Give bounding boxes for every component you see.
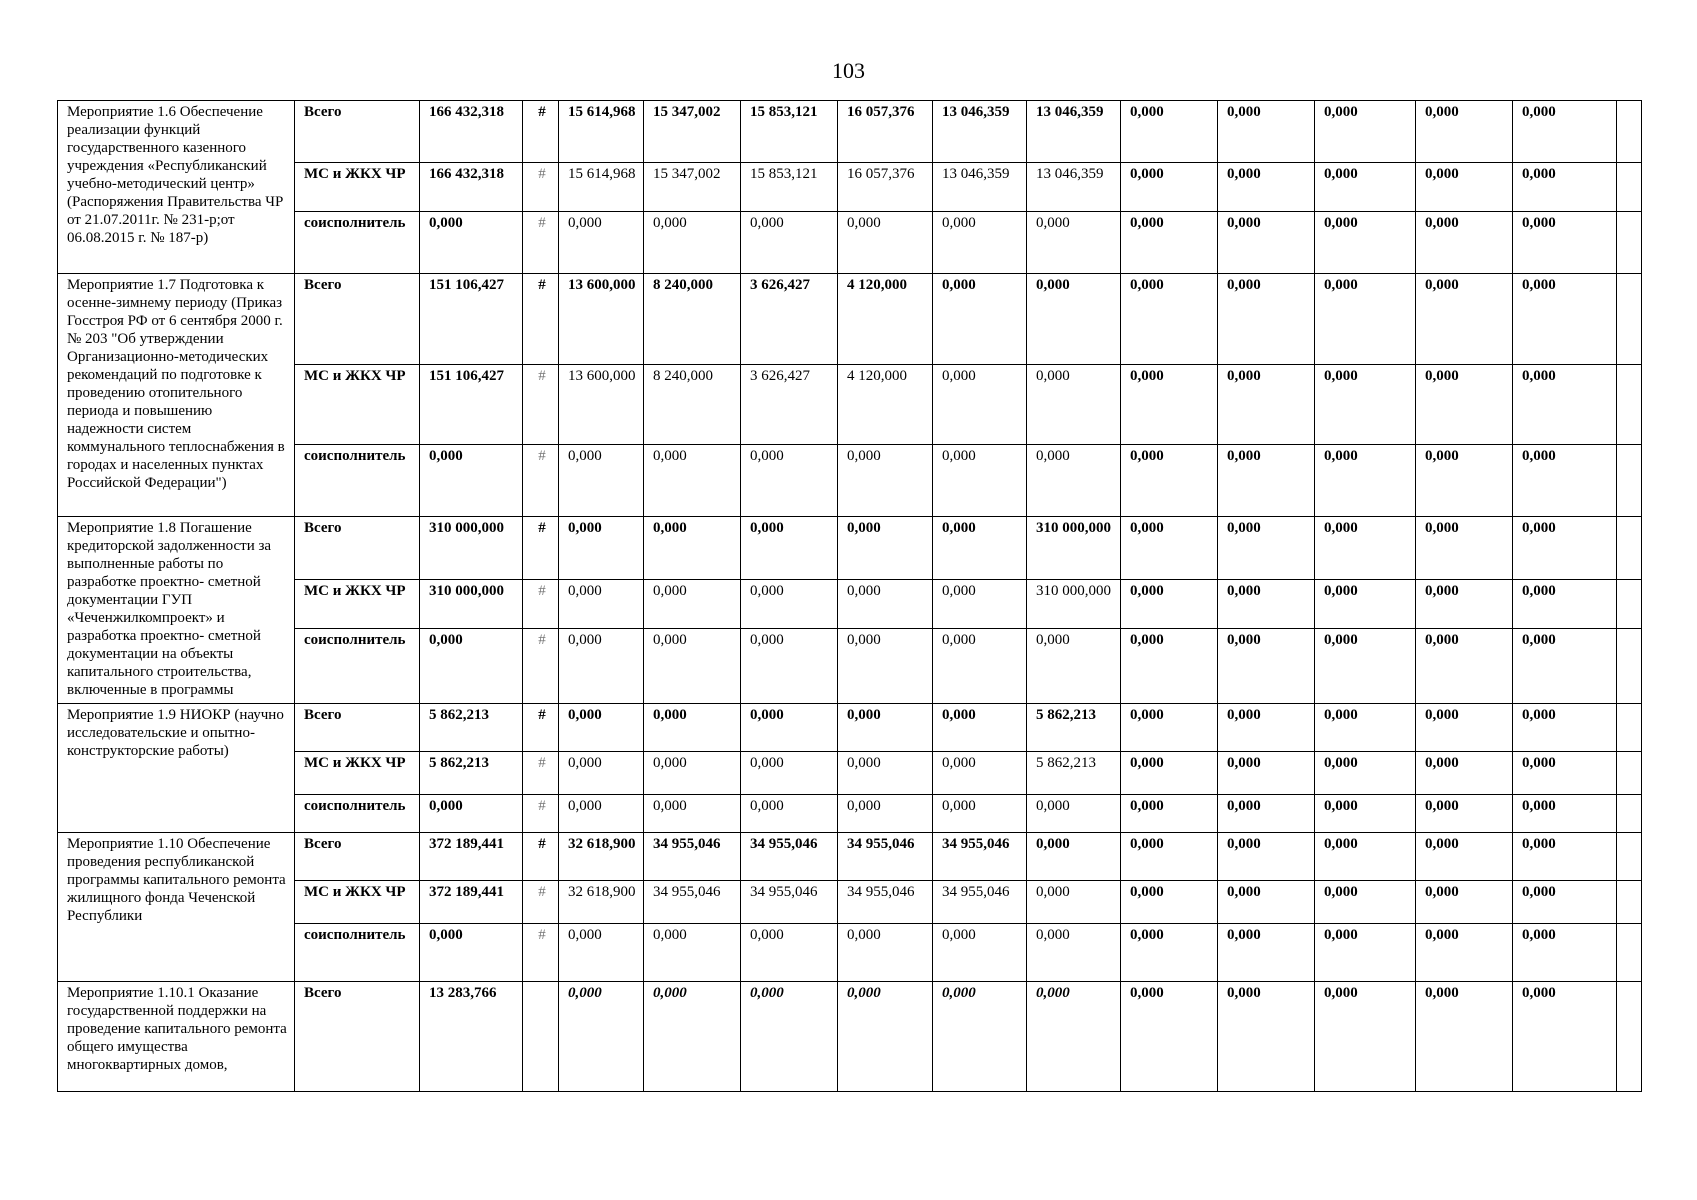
empty-cell [1617, 982, 1642, 1092]
year-value-6: 0,000 [1027, 365, 1121, 445]
year-value-2: 0,000 [644, 445, 741, 517]
hash-cell: # [523, 704, 559, 752]
year-value-2: 0,000 [644, 517, 741, 580]
empty-cell [1617, 629, 1642, 704]
year-value-7: 0,000 [1121, 163, 1218, 212]
hash-cell [523, 982, 559, 1092]
measure-title: Мероприятие 1.9 НИОКР (научно исследовательские и опытно- конструкторские работы) [58, 704, 295, 833]
funding-source-label: Всего [295, 517, 420, 580]
year-value-11: 0,000 [1513, 445, 1617, 517]
year-value-3: 0,000 [741, 752, 838, 795]
year-value-4: 0,000 [838, 924, 933, 982]
year-value-11: 0,000 [1513, 212, 1617, 274]
year-value-6: 13 046,359 [1027, 163, 1121, 212]
year-value-10: 0,000 [1416, 517, 1513, 580]
year-value-5: 0,000 [933, 274, 1027, 365]
total-value: 151 106,427 [420, 365, 523, 445]
year-value-10: 0,000 [1416, 982, 1513, 1092]
measure-title: Мероприятие 1.10.1 Оказание государственной поддержки на проведение капитального ремонта общего имущества многоквартирных домов, [58, 982, 295, 1092]
year-value-5: 0,000 [933, 924, 1027, 982]
year-value-3: 0,000 [741, 924, 838, 982]
year-value-2: 0,000 [644, 982, 741, 1092]
year-value-4: 0,000 [838, 517, 933, 580]
year-value-1: 32 618,900 [559, 833, 644, 881]
year-value-3: 15 853,121 [741, 163, 838, 212]
hash-cell: # [523, 274, 559, 365]
hash-cell: # [523, 752, 559, 795]
measure-title: Мероприятие 1.6 Обеспечение реализации функций государственного казенного учреждения «Республиканский учебно-методический центр» (Распоряжения Правительства ЧР от 21.07.2011г. № 231-р;от 06.08.2015 г. № 187-р) [58, 101, 295, 274]
hash-cell: # [523, 163, 559, 212]
year-value-8: 0,000 [1218, 833, 1315, 881]
year-value-6: 5 862,213 [1027, 704, 1121, 752]
hash-cell: # [523, 881, 559, 924]
year-value-2: 34 955,046 [644, 833, 741, 881]
year-value-10: 0,000 [1416, 833, 1513, 881]
hash-cell: # [523, 517, 559, 580]
total-value: 310 000,000 [420, 517, 523, 580]
year-value-5: 13 046,359 [933, 163, 1027, 212]
measure-title: Мероприятие 1.7 Подготовка к осенне-зимнему периоду (Приказ Госстроя РФ от 6 сентября 2000 г. № 203 "Об утверждении Организационно-методических рекомендаций по подготовке к проведению отопительного периода и повышению надежности систем коммунального теплоснабжения в городах и населенных пунктах Российской Федерации") [58, 274, 295, 517]
year-value-7: 0,000 [1121, 752, 1218, 795]
year-value-10: 0,000 [1416, 212, 1513, 274]
funding-source-label: Всего [295, 274, 420, 365]
year-value-7: 0,000 [1121, 629, 1218, 704]
year-value-10: 0,000 [1416, 795, 1513, 833]
year-value-1: 0,000 [559, 982, 644, 1092]
funding-source-label: МС и ЖКХ ЧР [295, 163, 420, 212]
hash-cell: # [523, 580, 559, 629]
year-value-1: 0,000 [559, 752, 644, 795]
year-value-4: 0,000 [838, 445, 933, 517]
year-value-5: 0,000 [933, 795, 1027, 833]
year-value-8: 0,000 [1218, 365, 1315, 445]
year-value-4: 0,000 [838, 752, 933, 795]
year-value-11: 0,000 [1513, 982, 1617, 1092]
year-value-11: 0,000 [1513, 924, 1617, 982]
hash-cell: # [523, 365, 559, 445]
year-value-5: 0,000 [933, 445, 1027, 517]
year-value-4: 4 120,000 [838, 274, 933, 365]
year-value-4: 0,000 [838, 212, 933, 274]
table-row [58, 704, 1642, 752]
year-value-5: 0,000 [933, 580, 1027, 629]
year-value-10: 0,000 [1416, 580, 1513, 629]
year-value-8: 0,000 [1218, 752, 1315, 795]
year-value-2: 0,000 [644, 924, 741, 982]
total-value: 372 189,441 [420, 881, 523, 924]
year-value-9: 0,000 [1315, 704, 1416, 752]
year-value-3: 0,000 [741, 445, 838, 517]
year-value-2: 0,000 [644, 752, 741, 795]
year-value-3: 0,000 [741, 629, 838, 704]
year-value-2: 0,000 [644, 629, 741, 704]
empty-cell [1617, 795, 1642, 833]
year-value-8: 0,000 [1218, 274, 1315, 365]
year-value-1: 0,000 [559, 924, 644, 982]
year-value-8: 0,000 [1218, 924, 1315, 982]
table-row [58, 924, 1642, 982]
year-value-8: 0,000 [1218, 629, 1315, 704]
year-value-10: 0,000 [1416, 881, 1513, 924]
year-value-9: 0,000 [1315, 517, 1416, 580]
empty-cell [1617, 833, 1642, 881]
year-value-9: 0,000 [1315, 629, 1416, 704]
year-value-6: 0,000 [1027, 274, 1121, 365]
year-value-4: 16 057,376 [838, 101, 933, 163]
year-value-10: 0,000 [1416, 163, 1513, 212]
year-value-9: 0,000 [1315, 163, 1416, 212]
year-value-8: 0,000 [1218, 101, 1315, 163]
year-value-10: 0,000 [1416, 365, 1513, 445]
table-row [58, 982, 1642, 1092]
total-value: 0,000 [420, 212, 523, 274]
year-value-1: 15 614,968 [559, 101, 644, 163]
funding-source-label: МС и ЖКХ ЧР [295, 881, 420, 924]
total-value: 0,000 [420, 924, 523, 982]
year-value-2: 0,000 [644, 704, 741, 752]
year-value-1: 32 618,900 [559, 881, 644, 924]
year-value-7: 0,000 [1121, 212, 1218, 274]
empty-cell [1617, 924, 1642, 982]
year-value-3: 34 955,046 [741, 881, 838, 924]
year-value-8: 0,000 [1218, 163, 1315, 212]
year-value-4: 0,000 [838, 704, 933, 752]
empty-cell [1617, 752, 1642, 795]
total-value: 0,000 [420, 629, 523, 704]
total-value: 5 862,213 [420, 704, 523, 752]
year-value-2: 34 955,046 [644, 881, 741, 924]
year-value-9: 0,000 [1315, 445, 1416, 517]
year-value-9: 0,000 [1315, 580, 1416, 629]
funding-source-label: МС и ЖКХ ЧР [295, 580, 420, 629]
year-value-3: 0,000 [741, 212, 838, 274]
year-value-10: 0,000 [1416, 629, 1513, 704]
year-value-11: 0,000 [1513, 752, 1617, 795]
year-value-5: 0,000 [933, 212, 1027, 274]
year-value-7: 0,000 [1121, 445, 1218, 517]
total-value: 13 283,766 [420, 982, 523, 1092]
year-value-6: 0,000 [1027, 629, 1121, 704]
year-value-10: 0,000 [1416, 704, 1513, 752]
year-value-9: 0,000 [1315, 365, 1416, 445]
empty-cell [1617, 580, 1642, 629]
hash-cell: # [523, 629, 559, 704]
year-value-3: 15 853,121 [741, 101, 838, 163]
hash-cell: # [523, 212, 559, 274]
year-value-1: 0,000 [559, 517, 644, 580]
year-value-4: 0,000 [838, 629, 933, 704]
year-value-2: 8 240,000 [644, 274, 741, 365]
table-row [58, 580, 1642, 629]
total-value: 0,000 [420, 445, 523, 517]
empty-cell [1617, 881, 1642, 924]
year-value-1: 13 600,000 [559, 365, 644, 445]
funding-source-label: Всего [295, 704, 420, 752]
year-value-3: 34 955,046 [741, 833, 838, 881]
empty-cell [1617, 274, 1642, 365]
hash-cell: # [523, 795, 559, 833]
year-value-4: 34 955,046 [838, 833, 933, 881]
year-value-2: 0,000 [644, 580, 741, 629]
page-number: 103 [832, 58, 865, 83]
year-value-8: 0,000 [1218, 795, 1315, 833]
year-value-3: 0,000 [741, 795, 838, 833]
year-value-4: 4 120,000 [838, 365, 933, 445]
table-row [58, 517, 1642, 580]
year-value-3: 0,000 [741, 982, 838, 1092]
year-value-4: 0,000 [838, 795, 933, 833]
year-value-1: 0,000 [559, 580, 644, 629]
year-value-2: 8 240,000 [644, 365, 741, 445]
year-value-3: 3 626,427 [741, 274, 838, 365]
year-value-11: 0,000 [1513, 629, 1617, 704]
year-value-6: 310 000,000 [1027, 580, 1121, 629]
year-value-9: 0,000 [1315, 752, 1416, 795]
year-value-9: 0,000 [1315, 101, 1416, 163]
table-row [58, 881, 1642, 924]
year-value-2: 0,000 [644, 212, 741, 274]
empty-cell [1617, 365, 1642, 445]
year-value-5: 0,000 [933, 365, 1027, 445]
year-value-4: 16 057,376 [838, 163, 933, 212]
year-value-7: 0,000 [1121, 881, 1218, 924]
year-value-6: 0,000 [1027, 795, 1121, 833]
empty-cell [1617, 517, 1642, 580]
year-value-6: 0,000 [1027, 924, 1121, 982]
year-value-8: 0,000 [1218, 580, 1315, 629]
year-value-10: 0,000 [1416, 274, 1513, 365]
year-value-1: 0,000 [559, 445, 644, 517]
total-value: 166 432,318 [420, 101, 523, 163]
year-value-3: 0,000 [741, 704, 838, 752]
year-value-7: 0,000 [1121, 365, 1218, 445]
year-value-11: 0,000 [1513, 101, 1617, 163]
total-value: 310 000,000 [420, 580, 523, 629]
table-row [58, 212, 1642, 274]
year-value-5: 0,000 [933, 517, 1027, 580]
year-value-3: 0,000 [741, 580, 838, 629]
year-value-9: 0,000 [1315, 795, 1416, 833]
total-value: 0,000 [420, 795, 523, 833]
year-value-11: 0,000 [1513, 163, 1617, 212]
funding-source-label: соисполнитель [295, 629, 420, 704]
year-value-11: 0,000 [1513, 833, 1617, 881]
table-row [58, 752, 1642, 795]
funding-source-label: соисполнитель [295, 795, 420, 833]
year-value-9: 0,000 [1315, 274, 1416, 365]
year-value-7: 0,000 [1121, 517, 1218, 580]
table-row [58, 795, 1642, 833]
measure-title: Мероприятие 1.8 Погашение кредиторской задолженности за выполненные работы по разработке проектно- сметной документации ГУП «Чеченжилкомпроект» и разработка проектно- сметной документации на объекты капитального строительства, включенные в программы [58, 517, 295, 704]
year-value-11: 0,000 [1513, 365, 1617, 445]
funding-source-label: МС и ЖКХ ЧР [295, 752, 420, 795]
year-value-6: 5 862,213 [1027, 752, 1121, 795]
empty-cell [1617, 445, 1642, 517]
hash-cell: # [523, 101, 559, 163]
empty-cell [1617, 704, 1642, 752]
year-value-5: 0,000 [933, 704, 1027, 752]
year-value-7: 0,000 [1121, 982, 1218, 1092]
year-value-8: 0,000 [1218, 881, 1315, 924]
year-value-2: 15 347,002 [644, 101, 741, 163]
year-value-11: 0,000 [1513, 881, 1617, 924]
funding-source-label: Всего [295, 833, 420, 881]
year-value-6: 0,000 [1027, 982, 1121, 1092]
year-value-6: 0,000 [1027, 833, 1121, 881]
year-value-7: 0,000 [1121, 101, 1218, 163]
total-value: 5 862,213 [420, 752, 523, 795]
table-row [58, 274, 1642, 365]
year-value-3: 0,000 [741, 517, 838, 580]
year-value-5: 0,000 [933, 629, 1027, 704]
year-value-7: 0,000 [1121, 704, 1218, 752]
funding-source-label: соисполнитель [295, 212, 420, 274]
budget-table [57, 100, 1642, 1092]
table-row [58, 445, 1642, 517]
measure-title: Мероприятие 1.10 Обеспечение проведения республиканской программы капитального ремонта жилищного фонда Чеченской Республики [58, 833, 295, 982]
funding-source-label: МС и ЖКХ ЧР [295, 365, 420, 445]
year-value-7: 0,000 [1121, 274, 1218, 365]
total-value: 372 189,441 [420, 833, 523, 881]
year-value-8: 0,000 [1218, 445, 1315, 517]
year-value-6: 0,000 [1027, 212, 1121, 274]
empty-cell [1617, 101, 1642, 163]
year-value-1: 0,000 [559, 629, 644, 704]
table-row [58, 101, 1642, 163]
year-value-10: 0,000 [1416, 924, 1513, 982]
hash-cell: # [523, 924, 559, 982]
table-row [58, 833, 1642, 881]
year-value-9: 0,000 [1315, 212, 1416, 274]
year-value-5: 0,000 [933, 752, 1027, 795]
year-value-3: 3 626,427 [741, 365, 838, 445]
funding-source-label: Всего [295, 101, 420, 163]
empty-cell [1617, 163, 1642, 212]
year-value-11: 0,000 [1513, 274, 1617, 365]
year-value-7: 0,000 [1121, 580, 1218, 629]
year-value-10: 0,000 [1416, 445, 1513, 517]
year-value-9: 0,000 [1315, 982, 1416, 1092]
hash-cell: # [523, 445, 559, 517]
year-value-1: 13 600,000 [559, 274, 644, 365]
year-value-1: 0,000 [559, 704, 644, 752]
year-value-4: 0,000 [838, 580, 933, 629]
hash-cell: # [523, 833, 559, 881]
year-value-9: 0,000 [1315, 833, 1416, 881]
year-value-11: 0,000 [1513, 517, 1617, 580]
year-value-10: 0,000 [1416, 101, 1513, 163]
funding-source-label: соисполнитель [295, 445, 420, 517]
year-value-9: 0,000 [1315, 881, 1416, 924]
year-value-7: 0,000 [1121, 833, 1218, 881]
year-value-11: 0,000 [1513, 580, 1617, 629]
year-value-11: 0,000 [1513, 704, 1617, 752]
table-row [58, 629, 1642, 704]
year-value-4: 0,000 [838, 982, 933, 1092]
total-value: 151 106,427 [420, 274, 523, 365]
year-value-2: 0,000 [644, 795, 741, 833]
year-value-6: 0,000 [1027, 881, 1121, 924]
year-value-2: 15 347,002 [644, 163, 741, 212]
year-value-6: 0,000 [1027, 445, 1121, 517]
year-value-6: 13 046,359 [1027, 101, 1121, 163]
year-value-7: 0,000 [1121, 795, 1218, 833]
funding-source-label: соисполнитель [295, 924, 420, 982]
year-value-7: 0,000 [1121, 924, 1218, 982]
year-value-11: 0,000 [1513, 795, 1617, 833]
year-value-8: 0,000 [1218, 517, 1315, 580]
year-value-8: 0,000 [1218, 982, 1315, 1092]
year-value-5: 13 046,359 [933, 101, 1027, 163]
funding-source-label: Всего [295, 982, 420, 1092]
table-row [58, 365, 1642, 445]
year-value-5: 34 955,046 [933, 881, 1027, 924]
table-row [58, 163, 1642, 212]
year-value-5: 34 955,046 [933, 833, 1027, 881]
year-value-8: 0,000 [1218, 212, 1315, 274]
total-value: 166 432,318 [420, 163, 523, 212]
empty-cell [1617, 212, 1642, 274]
year-value-10: 0,000 [1416, 752, 1513, 795]
year-value-1: 0,000 [559, 212, 644, 274]
year-value-1: 15 614,968 [559, 163, 644, 212]
year-value-8: 0,000 [1218, 704, 1315, 752]
year-value-5: 0,000 [933, 982, 1027, 1092]
year-value-6: 310 000,000 [1027, 517, 1121, 580]
year-value-1: 0,000 [559, 795, 644, 833]
year-value-9: 0,000 [1315, 924, 1416, 982]
year-value-4: 34 955,046 [838, 881, 933, 924]
